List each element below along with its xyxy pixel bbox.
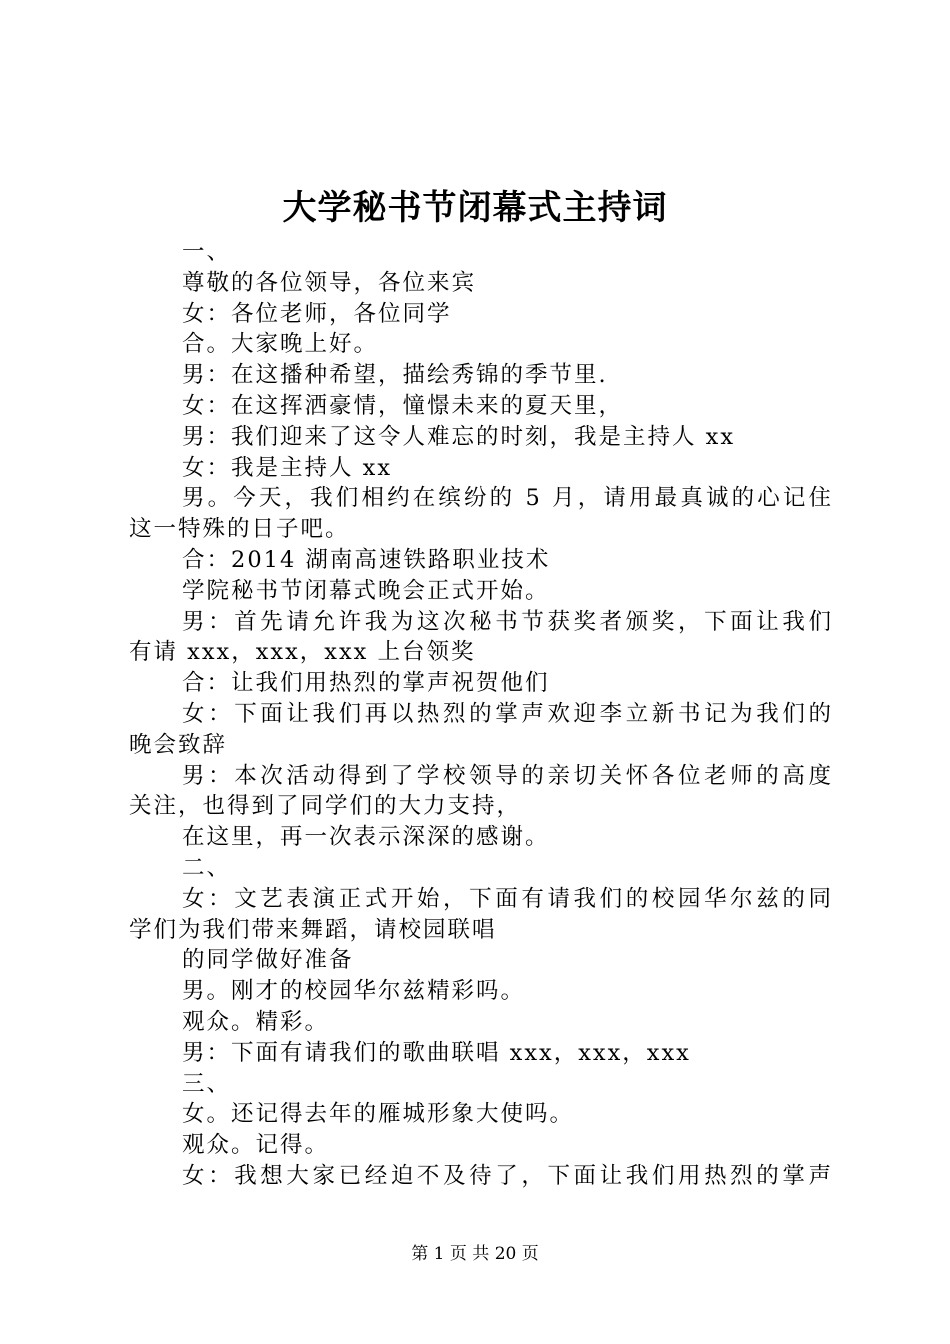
body-line: 关注，也得到了同学们的大力支持， — [129, 793, 522, 820]
body-line: 这一特殊的日子吧。 — [129, 516, 350, 543]
body-line: 女：下面让我们再以热烈的掌声欢迎李立新书记为我们的 — [182, 700, 833, 727]
body-line: 合。大家晚上好。 — [182, 331, 379, 358]
body-line: 的同学做好准备 — [182, 947, 354, 974]
body-line: 女。还记得去年的雁城形象大使吗。 — [182, 1101, 575, 1128]
body-line: 合：让我们用热烈的掌声祝贺他们 — [182, 670, 550, 697]
body-line: 学们为我们带来舞蹈，请校园联唱 — [129, 916, 497, 943]
body-line: 观众。记得。 — [182, 1132, 330, 1159]
body-line: 女：各位老师，各位同学 — [182, 300, 452, 327]
body-line: 有请 xxx，xxx，xxx 上台领奖 — [129, 639, 476, 666]
body-line: 男。刚才的校园华尔兹精彩吗。 — [182, 978, 526, 1005]
body-line: 合：2014 湖南高速铁路职业技术 — [182, 546, 551, 573]
body-line: 晚会致辞 — [129, 731, 228, 758]
body-line: 男：首先请允许我为这次秘书节获奖者颁奖，下面让我们 — [182, 608, 833, 635]
body-line: 三、 — [182, 1070, 232, 1097]
page-footer: 第 1 页 共 20 页 — [411, 1244, 539, 1264]
body-line: 观众。精彩。 — [182, 1008, 330, 1035]
body-line: 男：下面有请我们的歌曲联唱 xxx，xxx，xxx — [182, 1039, 691, 1066]
body-line: 学院秘书节闭幕式晚会正式开始。 — [182, 577, 550, 604]
body-line: 男。今天，我们相约在缤纷的 5 月，请用最真诚的心记住 — [182, 485, 833, 512]
body-line: 女：我想大家已经迫不及待了，下面让我们用热烈的掌声 — [182, 1162, 833, 1189]
body-line: 男：在这播种希望，描绘秀锦的季节里. — [182, 362, 608, 389]
body-line: 一、 — [182, 239, 232, 265]
document-body — [129, 237, 833, 1192]
body-line: 女：文艺表演正式开始，下面有请我们的校园华尔兹的同 — [182, 885, 833, 912]
body-line: 女：我是主持人 xx — [182, 454, 393, 481]
body-line: 男：本次活动得到了学校领导的亲切关怀各位老师的高度 — [182, 762, 833, 789]
document-title: 大学秘书节闭幕式主持词 — [282, 188, 668, 228]
body-line: 女：在这挥洒豪情，憧憬未来的夏天里， — [182, 392, 624, 419]
body-line: 在这里，再一次表示深深的感谢。 — [182, 824, 550, 851]
body-line: 男：我们迎来了这令人难忘的时刻，我是主持人 xx — [182, 423, 736, 450]
body-line: 二、 — [182, 854, 232, 881]
body-line: 尊敬的各位领导，各位来宾 — [182, 269, 477, 296]
